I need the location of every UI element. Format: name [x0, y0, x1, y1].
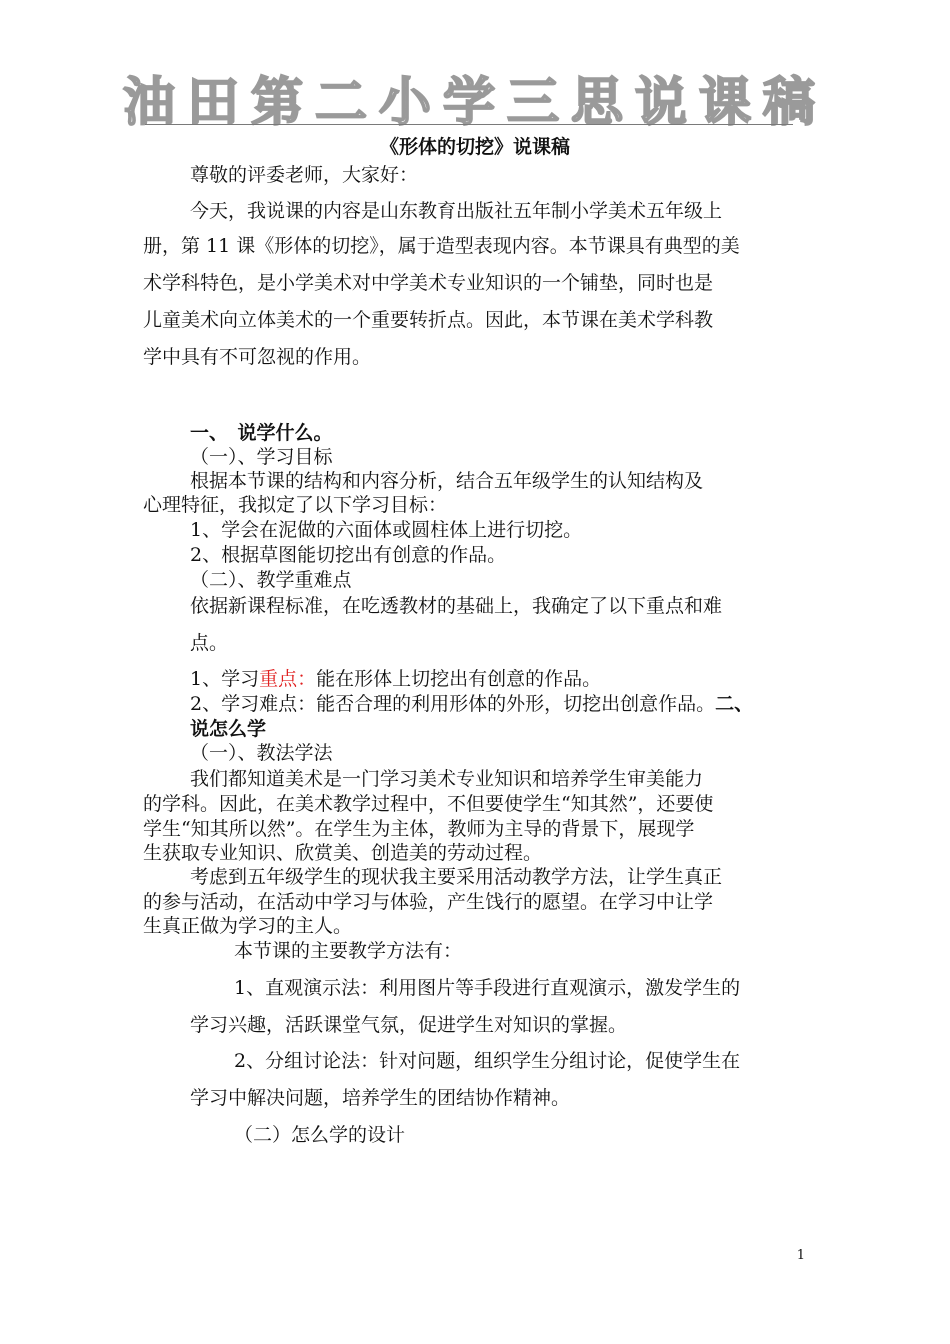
paragraph-line: 根据本节课的结构和内容分析，结合五年级学生的认知结构及: [190, 470, 704, 492]
method-item: 学习中解决问题，培养学生的团结协作精神。: [190, 1087, 571, 1109]
section-heading-2: 说怎么学: [190, 718, 267, 740]
document-title: 《形体的切挖》说课稿: [379, 136, 570, 158]
key-point-prefix: 1、学习: [190, 668, 260, 690]
intro-line: 学中具有不可忽视的作用。: [143, 346, 372, 368]
intro-line: 今天，我说课的内容是山东教育出版社五年制小学美术五年级上: [190, 200, 723, 222]
page-number: 1: [796, 1248, 805, 1263]
paragraph-line: 我们都知道美术是一门学习美术专业知识和培养学生审美能力: [190, 768, 704, 790]
subsection-heading: （一）、学习目标: [190, 446, 333, 468]
difficulty-point: [190, 689, 753, 716]
paragraph-line: 心理特征，我拟定了以下学习目标：: [143, 494, 448, 516]
subsection-heading: （二）怎么学的设计: [234, 1124, 406, 1146]
intro-line: 册，第 11 课《形体的切挖》，属于造型表现内容。本节课具有典型的美: [143, 235, 740, 257]
subsection-heading: （二）、教学重难点: [190, 569, 352, 591]
paragraph-line: 生获取专业知识、欣赏美、创造美的劳动过程。: [143, 842, 543, 864]
goal-item: 1、学会在泥做的六面体或圆柱体上进行切挖。: [190, 519, 583, 541]
subsection-heading: （一）、教法学法: [190, 742, 333, 764]
key-point-text: 能在形体上切挖出有创意的作品。: [316, 668, 602, 690]
paragraph-line: 学生“知其所以然”。在学生为主体，教师为主导的背景下，展现学: [143, 818, 695, 840]
method-item: 2、分组讨论法：针对问题，组织学生分组讨论，促使学生在: [234, 1050, 741, 1072]
paragraph-line: 的学科。因此，在美术教学过程中，不但要使学生“知其然”，还要使: [143, 793, 714, 815]
goal-item: 2、根据草图能切挖出有创意的作品。: [190, 544, 507, 566]
header-school-title: 油田第二小学三思说课稿: [122, 73, 827, 133]
paragraph-line: 点。: [190, 632, 229, 654]
difficulty-text: 2、学习难点：能否合理的利用形体的外形，切挖出创意作品。: [190, 693, 716, 715]
paragraph-line: 考虑到五年级学生的现状我主要采用活动教学方法，让学生真正: [190, 866, 723, 888]
paragraph-line: 依据新课程标准，在吃透教材的基础上，我确定了以下重点和难: [190, 595, 723, 617]
section-heading-1: 一、 说学什么。: [190, 422, 333, 444]
method-item: 1、直观演示法：利用图片等手段进行直观演示，激发学生的: [234, 977, 741, 999]
paragraph-line: 生真正做为学习的主人。: [143, 915, 353, 937]
key-point: [190, 664, 601, 691]
method-item: 学习兴趣，活跃课堂气氛，促进学生对知识的掌握。: [190, 1014, 628, 1036]
key-point-highlight: 重点：: [259, 668, 317, 690]
header-divider: [145, 124, 793, 125]
intro-line: 术学科特色，是小学美术对中学美术专业知识的一个铺垫，同时也是: [143, 272, 714, 294]
greeting: 尊敬的评委老师，大家好：: [190, 164, 419, 186]
intro-line: 儿童美术向立体美术的一个重要转折点。因此，本节课在美术学科教: [143, 309, 714, 331]
paragraph-line: 的参与活动，在活动中学习与体验，产生饯行的愿望。在学习中让学: [143, 891, 714, 913]
methods-intro: 本节课的主要教学方法有：: [234, 940, 463, 962]
section-heading-2-start: 二、: [715, 693, 754, 715]
